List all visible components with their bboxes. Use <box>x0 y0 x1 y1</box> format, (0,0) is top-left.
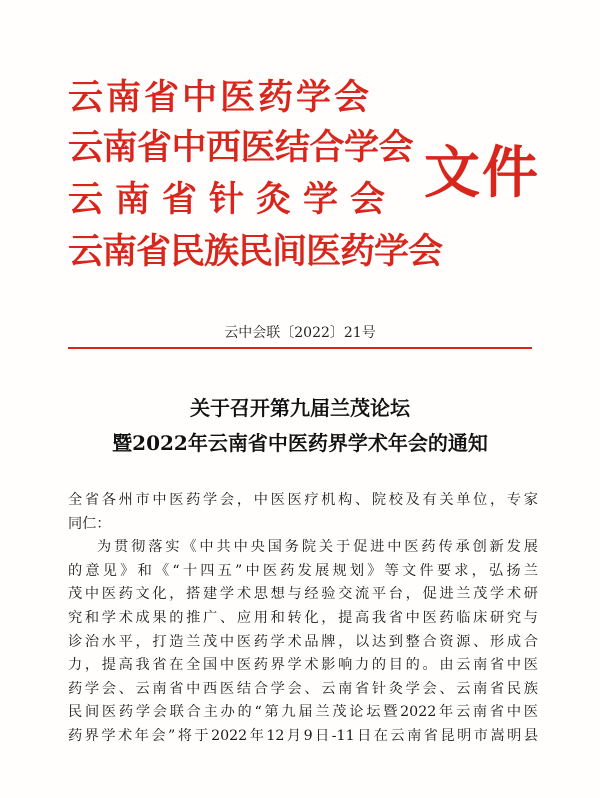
red-divider-line <box>68 347 532 349</box>
salutation-line-2: 同仁： <box>68 515 111 532</box>
paragraph-line-7: 药学会、云南省中西医结合学会、云南省针灸学会、云南省民族 <box>68 680 538 697</box>
paragraph-line-6: 力，提高我省在全国中医药界学术影响力的目的。由云南省中医 <box>68 657 538 674</box>
paragraph-line-2: 的意见》和《“十四五”中医药发展规划》等文件要求，弘扬兰 <box>68 562 538 579</box>
document-title-line-2: 暨2022年云南省中医药界学术年会的通知 <box>112 431 488 455</box>
issuer-org-4: 云南省民族民间医药学会 <box>68 231 443 272</box>
issuer-org-2: 云南省中西医结合学会 <box>68 127 414 168</box>
paragraph-line-1: 为贯彻落实《中共中央国务院关于促进中医药传承创新发展 <box>97 539 538 556</box>
issuer-org-3: 云南省针灸学会 <box>68 179 398 220</box>
paragraph-line-4: 究和学术成果的推广、应用和转化，提高我省中医药临床研究与 <box>68 609 538 626</box>
document-body <box>68 489 538 749</box>
salutation-line-1: 全省各州市中医药学会，中医医疗机构、院校及有关单位，专家 <box>68 492 538 508</box>
document-word: 文件 <box>424 140 540 206</box>
paragraph-line-3: 茂中医药文化，搭建学术思想与经验交流平台，促进兰茂学术研 <box>68 586 538 603</box>
paragraph-line-5: 诊治水平，打造兰茂中医药学术品牌，以达到整合资源、形成合 <box>68 633 538 650</box>
document-title-line-1: 关于召开第九届兰茂论坛 <box>190 396 410 420</box>
document-header <box>68 78 538 278</box>
paragraph-line-9: 药界学术年会”将于2022年12月9日-11日在云南省昆明市嵩明县 <box>68 727 538 744</box>
issuer-org-1: 云南省中医药学会 <box>68 77 373 118</box>
document-number: 云中会联〔2022〕21号 <box>224 325 376 341</box>
paragraph-line-8: 民间医药学会联合主办的“第九届兰茂论坛暨2022年云南省中医 <box>68 704 538 721</box>
